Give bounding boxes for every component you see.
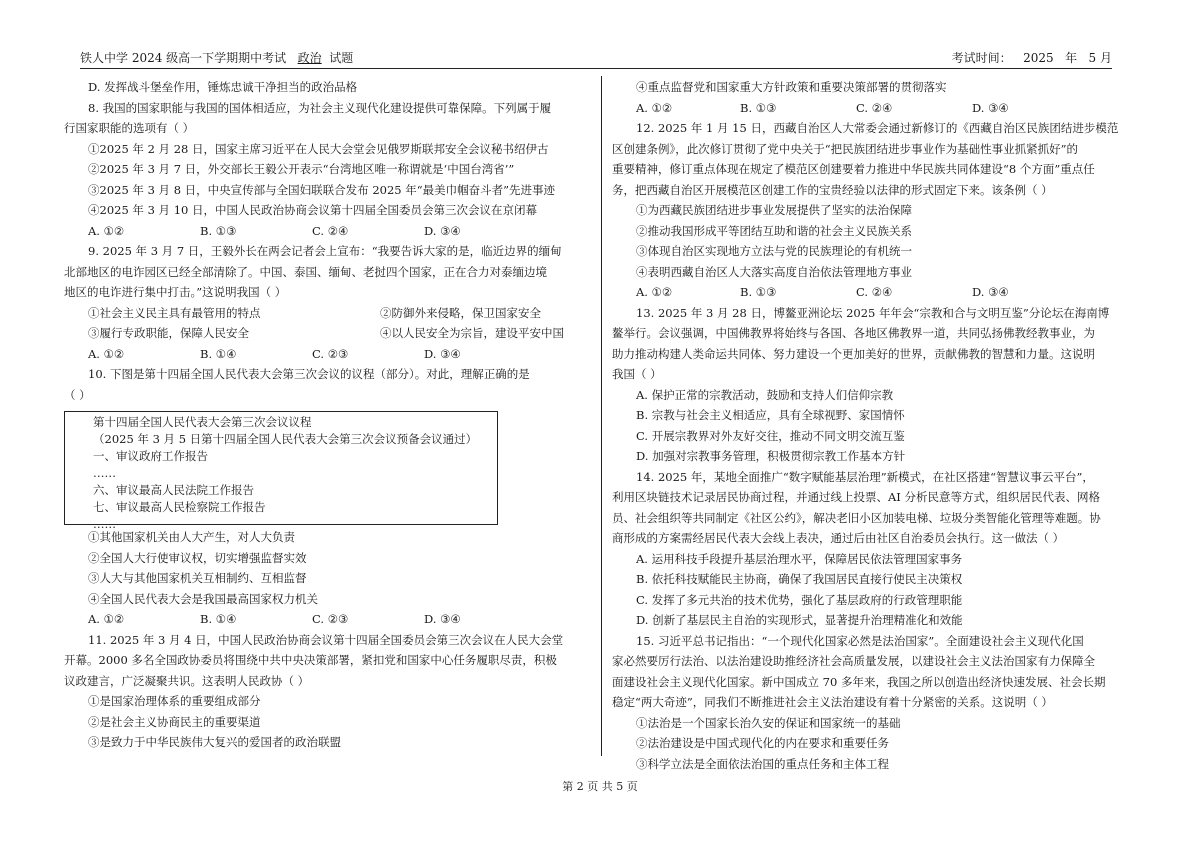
q8-item: ④2025 年 3 月 10 日，中国人民政治协商会议第十四届全国委员会第三次会议在京闭幕 xyxy=(88,203,537,217)
q10-stem-line1: 10. 下图是第十四届全国人民代表大会第三次会议的议程（部分）。对此，理解正确的是 xyxy=(88,367,530,381)
exam-title xyxy=(80,48,353,68)
q13-choice-b[interactable]: B. 宗教与社会主义相适应，具有全球视野、家国情怀 xyxy=(636,408,905,422)
q10-item: ④全国人民代表大会是我国最高国家权力机关 xyxy=(88,591,318,606)
agenda-ellipsis: …… xyxy=(93,466,116,480)
q11-option-b[interactable]: B. ①③ xyxy=(740,100,777,115)
q9-stem-line2: 北部地区的电诈园区已经全部清除了。中国、泰国、缅甸、老挝四个国家，正在合力对泰缅边境 xyxy=(64,264,547,279)
q9-item: ②防御外来侵略，保卫国家安全 xyxy=(380,305,541,320)
q11-item: ②是社会主义协商民主的重要渠道 xyxy=(88,714,261,729)
q8-item: ③2025 年 3 月 8 日，中央宣传部与全国妇联联合发布 2025 年“最美巾帼奋斗者”先进事迹 xyxy=(88,182,556,197)
q10-item: ②全国人大行使审议权，切实增强监督实效 xyxy=(88,550,307,565)
right-column xyxy=(612,77,1119,774)
q14-stem-line3: 员、社会组织等共同制定《社区公约》，解决老旧小区加装电梯、垃圾分类智能化管理等难题。协 xyxy=(612,510,1101,525)
q10-agenda-box xyxy=(64,411,498,531)
exam-title-prefix: 铁人中学 2024 级高一下学期期中考试 xyxy=(80,51,298,65)
q9-option-a[interactable]: A. ①② xyxy=(88,346,125,361)
q7-option-d: D. 发挥战斗堡垒作用，锤炼忠诚干净担当的政治品格 xyxy=(88,80,358,94)
q11-item: ④重点监督党和国家重大方针政策和重要决策部署的贯彻落实 xyxy=(636,80,947,94)
q15-stem-line4: 稳定“两大奇迹”，同我们不断推进社会主义法治建设有着十分紧密的关系。这说明（ ） xyxy=(612,695,1053,709)
agenda-title: 第十四届全国人民代表大会第三次会议议程 xyxy=(93,415,312,429)
q9-option-d[interactable]: D. ③④ xyxy=(424,346,461,361)
exam-title-suffix: 试题 xyxy=(321,51,354,65)
q12-stem-line4: 务，把西藏自治区开展模范区创建工作的宝贵经验以法律的形式固定下来。该条例（ ） xyxy=(612,182,1053,197)
q14-choice-c[interactable]: C. 发挥了多元共治的技术优势，强化了基层政府的行政管理职能 xyxy=(636,592,963,607)
q12-item: ③体现自治区实现地方立法与党的民族理论的有机统一 xyxy=(636,244,912,258)
q9-item: ③履行专政职能，保障人民安全 xyxy=(88,326,249,340)
q10-item: ①其他国家机关由人大产生，对人大负责 xyxy=(88,530,295,544)
q15-stem-line3: 面建设社会主义现代化国家。新中国成立 70 多年来，我国之所以创造出经济快速发展、社会长期 xyxy=(612,674,1106,689)
exam-subject: 政治 xyxy=(297,51,322,65)
q9-stem-line3: 地区的电诈进行集中打击。”这说明我国（ ） xyxy=(64,285,287,299)
agenda-item: 七、审议最高人民检察院工作报告 xyxy=(93,500,266,514)
q15-stem-line1: 15. 习近平总书记指出：“一个现代化国家必然是法治国家”。全面建设社会主义现代化国 xyxy=(636,633,1084,648)
q10-option-b[interactable]: B. ①④ xyxy=(200,612,237,626)
q13-choice-c[interactable]: C. 开展宗教界对外友好交往，推动不同文明交流互鉴 xyxy=(636,428,905,443)
left-column xyxy=(64,77,588,753)
q12-option-b[interactable]: B. ①③ xyxy=(740,285,777,299)
q8-option-d[interactable]: D. ③④ xyxy=(424,223,461,238)
q14-stem-line1: 14. 2025 年，某地全面推广“数字赋能基层治理”新模式，在社区搭建“智慧议事云平台”， xyxy=(636,469,1094,484)
q12-item: ④表明西藏自治区人大落实高度自治依法管理地方事业 xyxy=(636,264,912,279)
q12-stem-line3: 重要精神，修订重点体现在规定了模范区创建要着力推进中华民族共同体建设“8 个方面”重点任 xyxy=(612,162,1095,176)
q8-option-b[interactable]: B. ①③ xyxy=(200,223,237,238)
q8-option-c[interactable]: C. ②④ xyxy=(312,223,349,238)
q11-option-d[interactable]: D. ③④ xyxy=(972,100,1009,115)
q12-options xyxy=(636,282,1112,303)
agenda-item: 一、审议政府工作报告 xyxy=(93,449,208,463)
q12-stem-line2: 区创建条例》，此次修订贯彻了党中央关于“把民族团结进步事业作为基础性事业抓紧抓好”的 xyxy=(612,141,1079,156)
exam-time: 考试时间： 2025 年 5 月 xyxy=(951,51,1112,65)
q8-option-a[interactable]: A. ①② xyxy=(88,223,125,238)
q9-option-b[interactable]: B. ①④ xyxy=(200,346,237,361)
q11-item: ③是致力于中华民族伟大复兴的爱国者的政治联盟 xyxy=(88,735,341,749)
q15-stem-line2: 家必然要厉行法治、以法治建设助推经济社会高质量发展，以建设社会主义法治国家有力保障全 xyxy=(612,654,1095,668)
q11-option-c[interactable]: C. ②④ xyxy=(856,100,893,115)
q12-option-a[interactable]: A. ①② xyxy=(636,285,673,299)
q9-items-row1 xyxy=(88,303,588,324)
q10-options xyxy=(88,609,588,630)
q12-option-c[interactable]: C. ②④ xyxy=(856,285,893,299)
q14-choice-a[interactable]: A. 运用科技手段提升基层治理水平，保障居民依法管理国家事务 xyxy=(636,551,963,566)
q10-option-d[interactable]: D. ③④ xyxy=(424,612,461,626)
q14-stem-line2: 利用区块链技术记录居民协商过程，并通过线上投票、AI 分析民意等方式，组织居民代表、网格 xyxy=(612,490,1100,504)
q8-stem-line1: 8. 我国的国家职能与我国的国体相适应，为社会主义现代化建设提供可靠保障。下列属于履 xyxy=(88,100,552,115)
q8-stem-line2: 行国家职能的选项有（ ） xyxy=(64,121,195,135)
q9-options xyxy=(88,344,588,365)
q11-stem-line3: 议政建言，广泛凝聚共识。这表明人民政协（ ） xyxy=(64,673,310,688)
q13-stem-line1: 13. 2025 年 3 月 28 日，博鳌亚洲论坛 2025 年年会“宗教和合与文明互鉴”分论坛在海南博 xyxy=(636,305,1110,320)
q13-stem-line2: 鳌举行。会议强调，中国佛教界将始终与各国、各地区佛教界一道，共同弘扬佛教经教事业，为 xyxy=(612,326,1095,340)
q10-option-a[interactable]: A. ①② xyxy=(88,612,125,626)
column-divider xyxy=(601,76,602,756)
agenda-ellipsis: …… xyxy=(93,517,116,531)
q14-choice-d[interactable]: D. 创新了基层民主自治的实现形式，显著提升治理精准化和效能 xyxy=(636,613,963,627)
q12-item: ②推动我国形成平等团结互助和谐的社会主义民族关系 xyxy=(636,223,912,238)
q12-item: ①为西藏民族团结进步事业发展提供了坚实的法治保障 xyxy=(636,203,912,217)
q15-item: ①法治是一个国家长治久安的保证和国家统一的基础 xyxy=(636,715,901,730)
q11-stem-line2: 开幕。2000 多名全国政协委员将围绕中共中央决策部署，紧扣党和国家中心任务履职尽责，积极 xyxy=(64,653,557,667)
q14-stem-line4: 商形成的方案需经居民代表大会线上表决，通过后由社区自治委员会执行。这一做法（ ） xyxy=(612,531,1065,545)
q9-items-row2 xyxy=(88,323,588,344)
q10-stem-line2: （ ） xyxy=(64,387,91,402)
q11-option-a[interactable]: A. ①② xyxy=(636,100,673,115)
q9-option-c[interactable]: C. ②③ xyxy=(312,346,349,361)
q13-stem-line4: 我国（ ） xyxy=(612,367,662,381)
q14-choice-b[interactable]: B. 依托科技赋能民主协商，确保了我国居民直接行使民主决策权 xyxy=(636,572,963,586)
q10-option-c[interactable]: C. ②③ xyxy=(312,612,349,626)
agenda-item: 六、审议最高人民法院工作报告 xyxy=(93,483,254,497)
q9-item: ④以人民安全为宗旨，建设平安中国 xyxy=(380,326,564,340)
q13-stem-line3: 助力推动构建人类命运共同体、努力建设一个更加美好的世界，贡献佛教的智慧和力量。这说明 xyxy=(612,346,1095,361)
q15-item: ③科学立法是全面依法治国的重点任务和主体工程 xyxy=(636,756,889,771)
q12-stem-line1: 12. 2025 年 1 月 15 日，西藏自治区人大常委会通过新修订的《西藏自治区民族团结进步模范 xyxy=(636,121,1119,135)
agenda-subtitle: （2025 年 3 月 5 日第十四届全国人民代表大会第三次会议预备会议通过） xyxy=(93,432,478,446)
q11-options xyxy=(636,98,1112,119)
q11-item: ①是国家治理体系的重要组成部分 xyxy=(88,694,261,708)
q15-item: ②法治建设是中国式现代化的内在要求和重要任务 xyxy=(636,736,889,750)
q13-choice-d[interactable]: D. 加强对宗教事务管理，积极贯彻宗教工作基本方针 xyxy=(636,449,906,463)
q8-options xyxy=(88,221,588,242)
page-number: 第 2 页 共 5 页 xyxy=(562,780,638,793)
q10-item: ③人大与其他国家机关互相制约、互相监督 xyxy=(88,571,307,585)
page-header xyxy=(80,48,1112,69)
q9-stem-line1: 9. 2025 年 3 月 7 日，王毅外长在两会记者会上宣布：“我要告诉大家的是，临近边界的缅甸 xyxy=(88,244,562,258)
q9-item: ①社会主义民主具有最管用的特点 xyxy=(88,305,261,320)
q11-stem-line1: 11. 2025 年 3 月 4 日，中国人民政治协商会议第十四届全国委员会第三次会议在人民大会堂 xyxy=(88,632,564,647)
q8-item: ②2025 年 3 月 7 日，外交部长王毅公开表示“台湾地区唯一称谓就是‘中国台湾省’” xyxy=(88,162,515,176)
q13-choice-a[interactable]: A. 保护正常的宗教活动，鼓励和支持人们信仰宗教 xyxy=(636,387,894,402)
q8-item: ①2025 年 2 月 28 日，国家主席习近平在人民大会堂会见俄罗斯联邦安全会议秘书绍伊古 xyxy=(88,141,549,156)
q12-option-d[interactable]: D. ③④ xyxy=(972,285,1009,299)
